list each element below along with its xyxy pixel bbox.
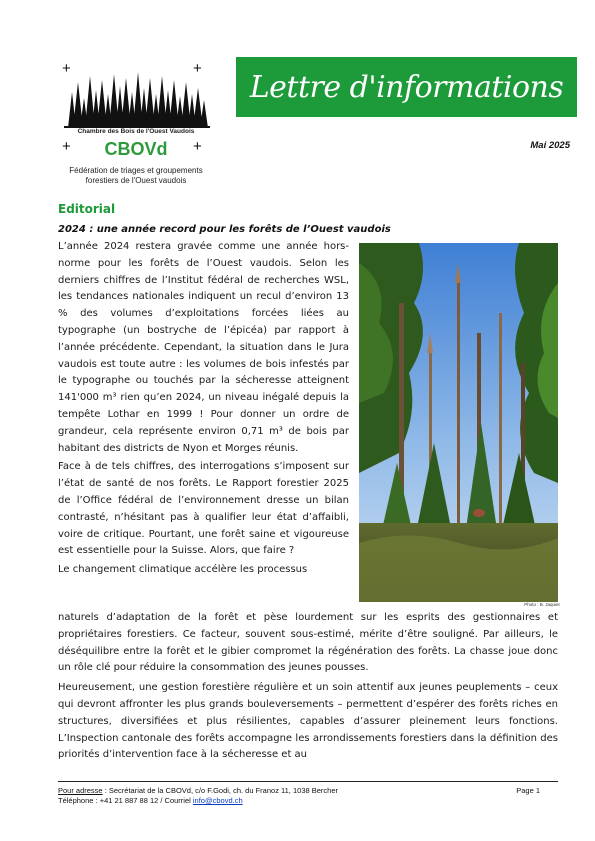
cross-mark-top-right: +	[193, 60, 202, 77]
address-label: Pour adresse	[58, 786, 103, 795]
paragraph-1: L’année 2024 restera gravée comme une année hors-norme pour les forêts de l’Ouest vaudois. Selon les derniers chiffres de l’Institut fédéral de recherches WSL, les tendances nationales indiquent un recul d’environ 13 % des volumes d’exploitations forcées liées au typographe (un bostryche de l’épicéa) par rapport à l’année précédente. Cependant, la situation dans le Jura vaudois est toute autre : les volumes de bois infestés par le typographe ou touchés par la sécheresse atteignent 141'000 m³ rien qu’en 2024, un niveau inégalé depuis la tempête Lothar en 1999 ! Pour donner un ordre de grandeur, cela représente environ 0,71 m³ de bois par habitant des districts de Nyon et Morges réunis.	[58, 241, 349, 454]
address-text: : Secrétariat de la CBOVd, c/o F.Godi, ch. du Franoz 11, 1038 Bercher	[102, 786, 339, 795]
email-link[interactable]: info@cbovd.ch	[192, 796, 243, 805]
phone-text: Téléphone : +41 21 887 88 12 / Courriel	[58, 796, 193, 805]
forest-image	[359, 243, 558, 602]
section-heading: Editorial	[58, 202, 116, 216]
cross-mark-top-left: +	[62, 60, 71, 77]
article-title: 2024 : une année record pour les forêts de l’Ouest vaudois	[58, 224, 391, 235]
paragraph-2: Face à de tels chiffres, des interrogations s’imposent sur l’état de santé de nos forêts. Le Rapport forestier 2025 de l’Office fédéral de l’environnement dresse un bilan contrasté, n’hésitant pas à qualifier leur état d’affaibli, voire de critique. Pourtant, une forêt saine et vigoureuse est essentielle pour la Suisse. Alors, que faire ?	[58, 461, 349, 557]
photo-credit: Photo : B. Jaquier	[524, 602, 560, 607]
article-column	[58, 239, 349, 579]
forest-trees-icon	[64, 72, 210, 128]
federation-line-1: Fédération de triages et groupements	[69, 166, 203, 175]
newsletter-banner	[236, 57, 577, 117]
paragraph-3-rest: naturels d’adaptation de la forêt et pèse lourdement sur les esprits des gestionnaires et propriétaires forestiers. Ce facteur, souvent sous-estimé, mérite d’être souligné. Par ailleurs, le déséquilibre entre la forêt et le gibier compromet la régénération des forêts. La chasse joue donc un rôle clé pour réduire la consommation des jeunes pousses.	[58, 612, 558, 674]
paragraph-4: Heureusement, une gestion forestière régulière et un soin attentif aux jeunes peuplements – ceux qui devront affronter les plus grands bouleversements – permettent d’espérer des forêts riches en structures, diversifiées et plus résilientes, capables d’assurer pleinement leurs fonctions. L’Inspection cantonale des forêts accompagne les arrondissements forestiers dans la définition des priorités d’intervention face à la sécheresse et au	[58, 682, 558, 761]
organization-name: Chambre des Bois de l'Ouest Vaudois	[77, 128, 195, 135]
article-full-width	[58, 610, 558, 764]
page-number: Page 1	[516, 786, 540, 795]
forest-photo	[359, 243, 558, 602]
cross-mark-bottom-left: +	[62, 138, 71, 155]
footer-contact	[58, 796, 558, 806]
paragraph-3-start: Le changement climatique accélère les processus	[58, 564, 308, 576]
footer-divider	[58, 781, 558, 782]
federation-line-2: forestiers de l'Ouest vaudois	[85, 176, 187, 185]
newsletter-title: Lettre d'informations	[249, 69, 564, 105]
federation-description	[58, 166, 214, 186]
cross-mark-bottom-right: +	[193, 138, 202, 155]
organization-abbreviation: CBOVd	[104, 139, 168, 159]
issue-date: Mai 2025	[530, 140, 570, 151]
